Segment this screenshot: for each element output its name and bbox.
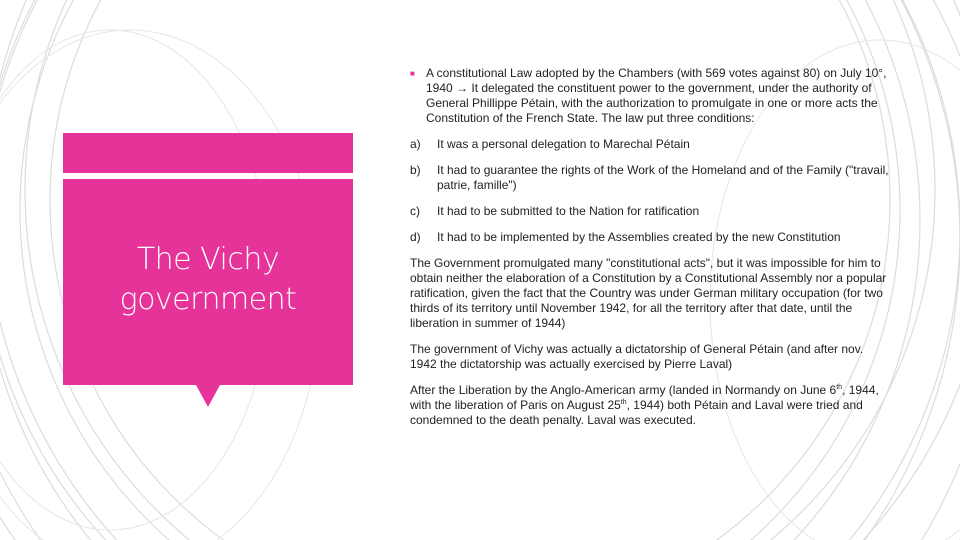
liberation-text-part-2: , 1944, with the liberation of Paris on August 25 [410, 383, 879, 412]
main-bullet [410, 66, 890, 126]
title-accent-strip [63, 133, 353, 173]
square-bullet-icon: ■ [410, 69, 415, 78]
condition-item [410, 137, 890, 152]
condition-marker: d) [410, 230, 421, 244]
main-bullet-text: A constitutional Law adopted by the Chambers (with 569 votes against 80) on July 10°, 1940 → It delegated the constituent power to the government, under the authority of General Phillippe Pétain, with the authorization to promulgate in one or more acts the Constitution of the French State. The law put three conditions: [426, 66, 887, 125]
condition-item [410, 163, 890, 193]
title-panel-pointer [196, 385, 220, 407]
condition-marker: c) [410, 204, 420, 218]
liberation-text-part-1: After the Liberation by the Anglo-American army (landed in Normandy on June 6 [410, 383, 837, 397]
condition-text: It was a personal delegation to Marechal Pétain [437, 137, 690, 151]
condition-marker: b) [410, 163, 421, 177]
ordinal-suffix: th [836, 384, 843, 391]
slide-title-line-1: The Vichy [136, 242, 280, 277]
slide-title-line-2: government [119, 282, 297, 317]
condition-text: It had to be implemented by the Assemblies created by the new Constitution [437, 230, 841, 244]
ordinal-suffix: th [620, 399, 627, 406]
condition-text: It had to guarantee the rights of the Work of the Homeland and of the Family ("travail, patrie, famille") [437, 163, 889, 192]
paragraph-constitutional-acts: The Government promulgated many "constitutional acts", but it was impossible for him to obtain neither the elaboration of a Constitution by a Constitutional Assembly nor a popular ratification, given the fact that the Country was under German military occupation (for two thirds of its territory until November 1942, for all the territory after that date, until the liberation in summer of 1944) [410, 256, 887, 330]
slide-content [410, 66, 890, 439]
paragraph-dictatorship: The government of Vichy was actually a dictatorship of General Pétain (and after nov. 1942 the dictatorship was actually exercised by Pierre Laval) [410, 342, 864, 371]
liberation-text-part-3: , 1944) both Pétain and Laval were tried and condemned to the death penalty. Laval was executed. [410, 398, 863, 427]
condition-text: It had to be submitted to the Nation for ratification [437, 204, 700, 218]
condition-item [410, 230, 890, 245]
condition-item [410, 204, 890, 219]
condition-marker: a) [410, 137, 421, 151]
paragraph-liberation [410, 383, 890, 428]
slide-title [63, 240, 353, 320]
